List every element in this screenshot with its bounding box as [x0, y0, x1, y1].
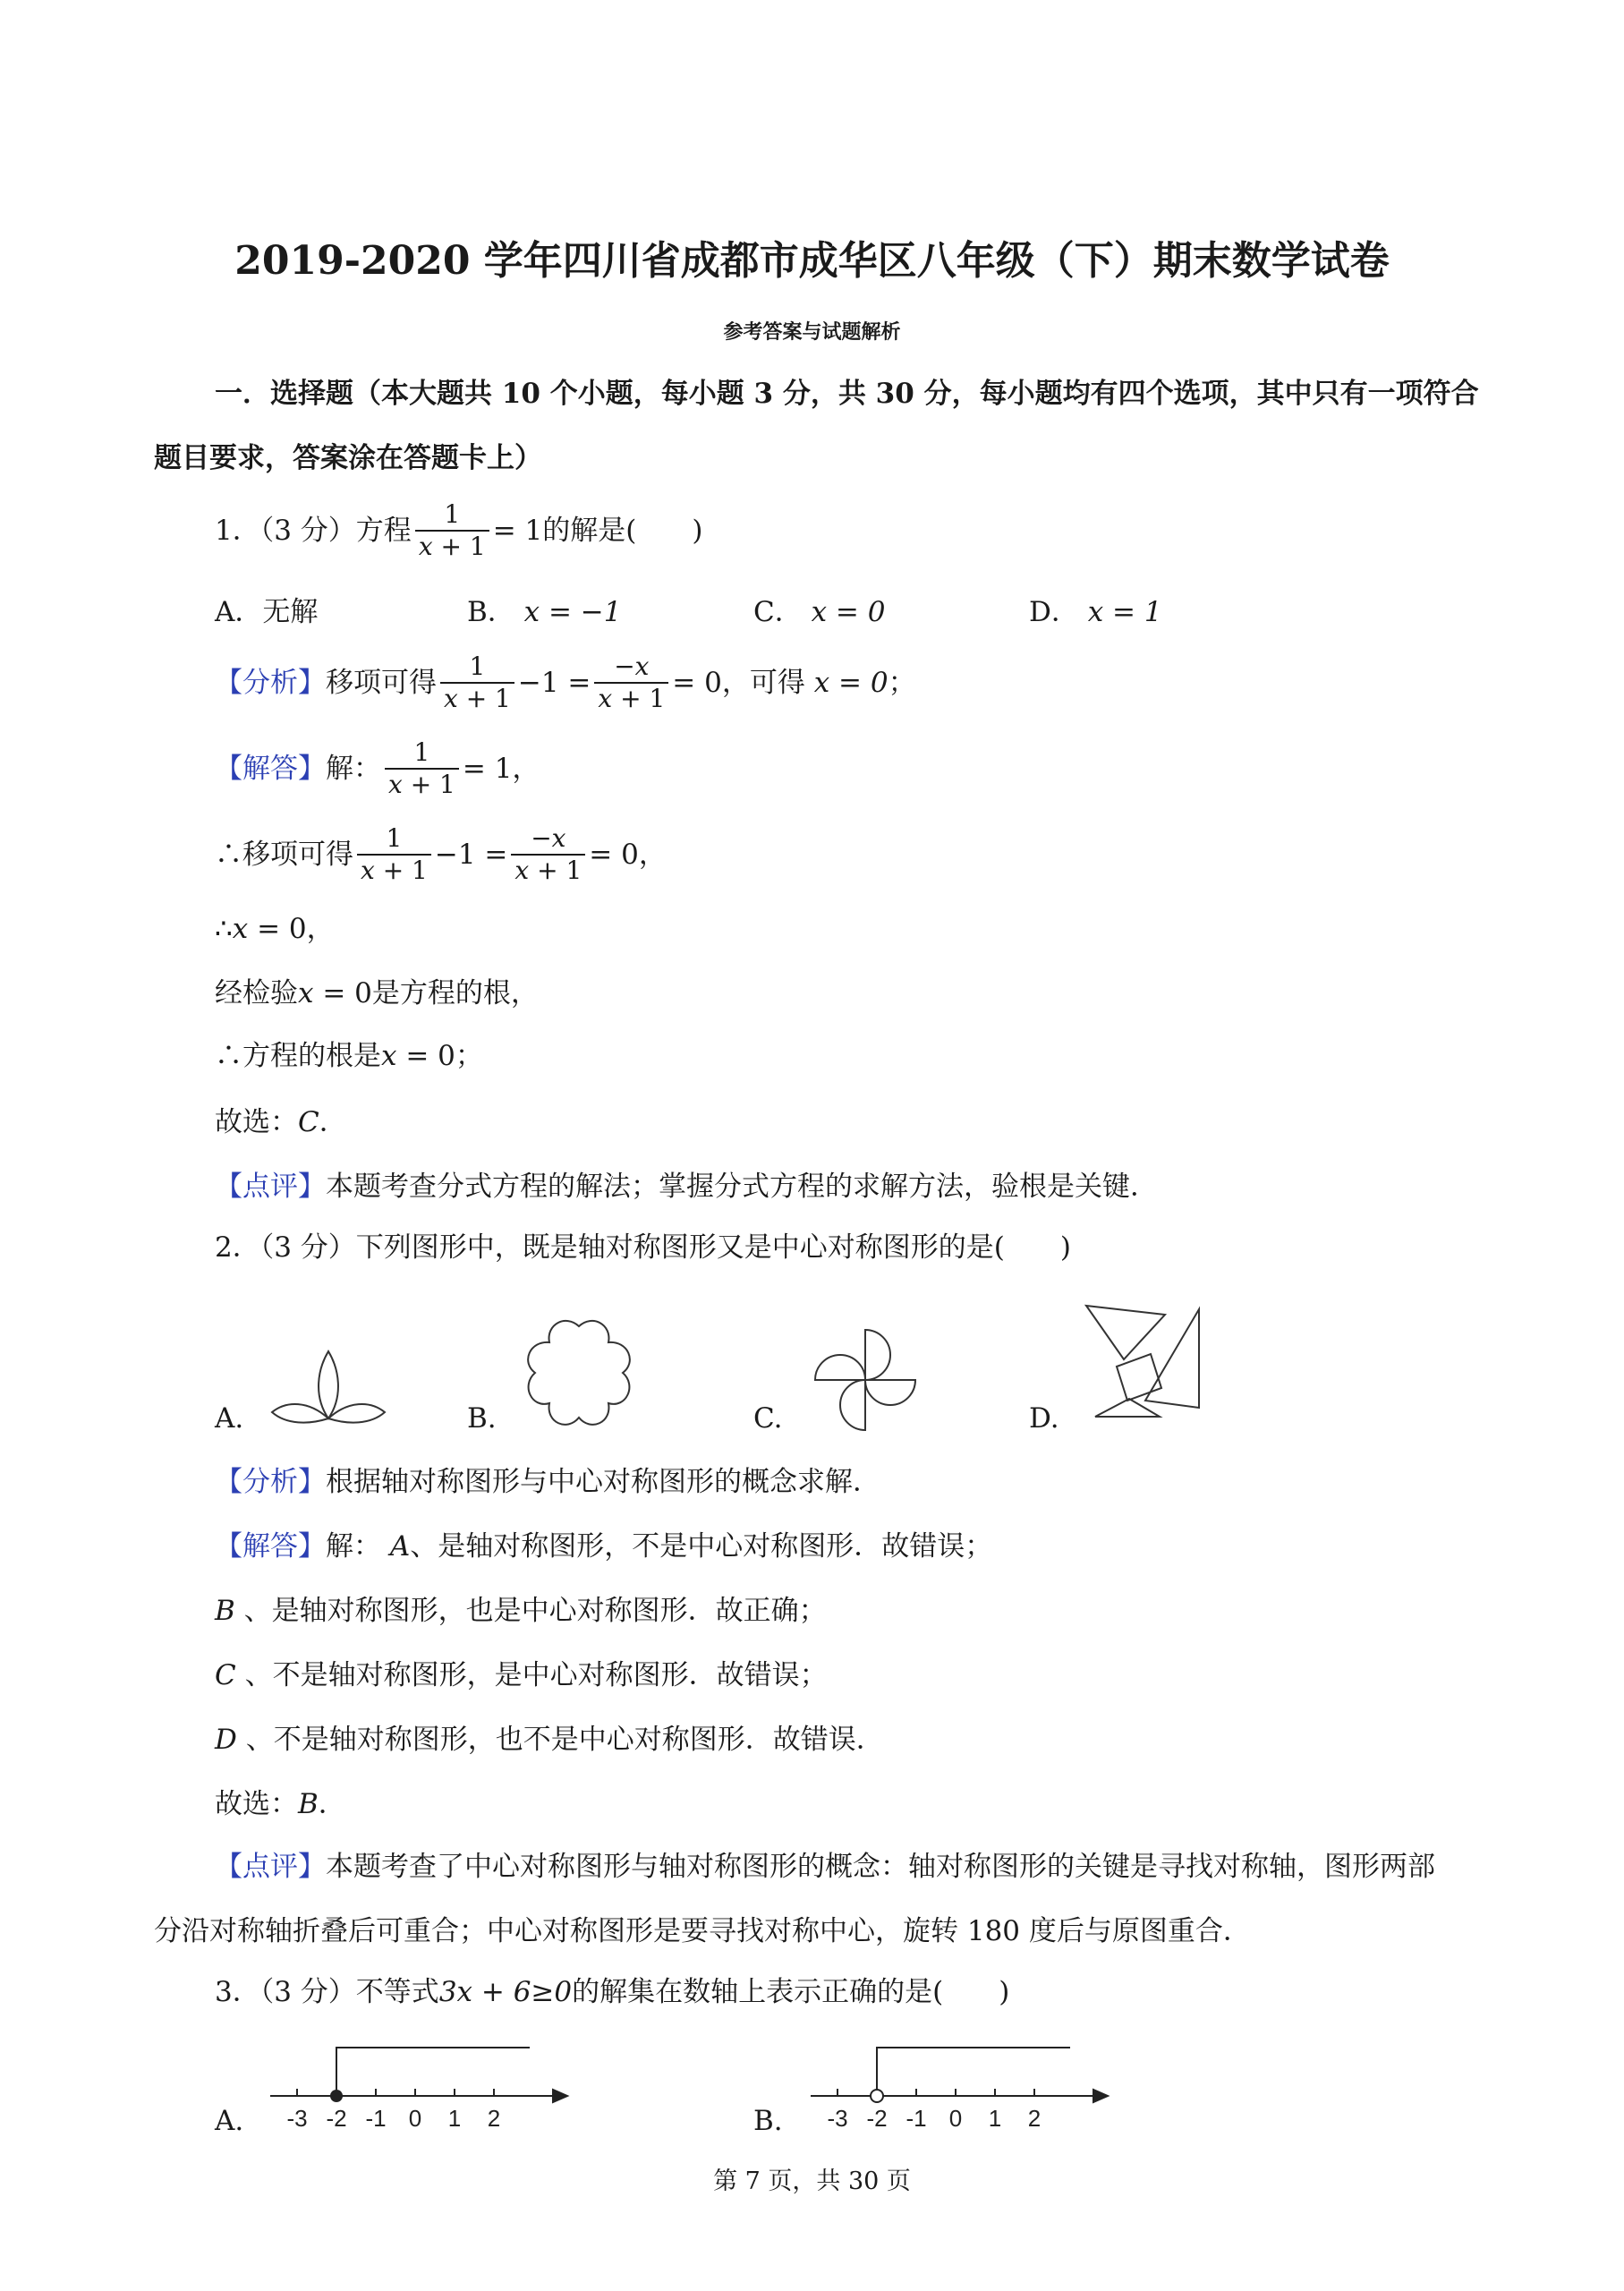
q3-stem: 3．（3 分）不等式3x + 6≥0的解集在数轴上表示正确的是( ) [215, 1976, 1010, 2008]
page-footer: 第 7 页，共 30 页 [713, 2168, 911, 2195]
q3-b-tick-label: -3 [827, 2105, 848, 2132]
q1-step1: ∴移项可得 $\frac{1}{x + 1}$ −1 = $\frac{-x}{x + 1}$ = 0， [215, 823, 667, 885]
q1-check: 经检验x = 0是方程的根， [215, 977, 539, 1009]
q3-number-line-a [265, 2042, 578, 2141]
q2-answer-c: C 、不是轴对称图形，是中心对称图形．故错误； [215, 1659, 828, 1691]
comment-tag: 【点评】 [215, 1851, 326, 1883]
q3-a-tick-label: -3 [286, 2105, 308, 2132]
page-subtitle: 参考答案与试题解析 [723, 320, 901, 344]
analysis-tag: 【分析】 [215, 667, 326, 699]
q3-b-tick-label: -2 [866, 2105, 888, 2132]
q1-root: ∴方程的根是x = 0； [215, 1040, 483, 1072]
q2-label-c: C. [753, 1402, 783, 1435]
q2-stem: 2．（3 分）下列图形中，既是轴对称图形又是中心对称图形的是( ) [215, 1231, 1071, 1264]
q2-figure-c-pinwheel [805, 1324, 926, 1436]
q2-analysis: 【分析】根据轴对称图形与中心对称图形的概念求解． [215, 1466, 880, 1498]
q3-a-tick-label: -1 [365, 2105, 387, 2132]
q3-b-tick-label: 1 [988, 2105, 1002, 2132]
q3-a-tick-label: 1 [447, 2105, 462, 2132]
q2-figure-a-petals [268, 1342, 389, 1432]
q3-label-a: A. [215, 2105, 244, 2137]
q2-label-d: D. [1029, 1402, 1059, 1435]
q1-analysis: 【分析】 移项可得 $\frac{1}{x + 1}$ −1 = $\frac{-x}{x + 1}$ = 0 ，可得 x = 0 ； [215, 652, 916, 713]
q1-option-d: D． x = 1 [1029, 596, 1162, 628]
q3-b-tick-label: 0 [948, 2105, 963, 2132]
q1-option-b: B． x = −1 [467, 596, 622, 628]
q1-suffix: 的解是( ) [542, 515, 703, 547]
q2-figure-d-tangram [1083, 1302, 1203, 1423]
q2-answer-d: D 、不是轴对称图形，也不是中心对称图形．故错误． [215, 1724, 884, 1756]
q2-comment-line1: 【点评】本题考查了中心对称图形与轴对称图形的概念：轴对称图形的关键是寻找对称轴，图形两部 [215, 1851, 1435, 1883]
q1-fraction: $\frac{1}{x + 1}$ [415, 499, 489, 562]
q1-option-c: C． x = 0 [753, 596, 886, 628]
q1-prefix: 1．（3 分）方程 [215, 515, 412, 547]
q3-number-line-b [805, 2042, 1118, 2141]
answer-tag: 【解答】 [215, 753, 326, 785]
q3-b-tick-label: 2 [1027, 2105, 1042, 2132]
q1-comment: 【点评】本题考查分式方程的解法；掌握分式方程的求解方法，验根是关键． [215, 1171, 1158, 1203]
page-title: 2019-2020 学年四川省成都市成华区八年级（下）期末数学试卷 [234, 238, 1390, 284]
q2-label-a: A. [215, 1402, 244, 1435]
q1-choice: 故选：C． [215, 1106, 347, 1138]
answer-tag: 【解答】 [215, 1530, 326, 1563]
q1-step2: ∴x = 0， [215, 913, 335, 945]
q1-answer: 【解答】 解： $\frac{1}{x + 1}$ = 1， [215, 737, 540, 799]
q2-answer-b: B 、是轴对称图形，也是中心对称图形．故正确； [215, 1595, 827, 1627]
comment-tag: 【点评】 [215, 1171, 326, 1203]
q2-figure-b-flower [519, 1316, 640, 1432]
q2-label-b: B. [467, 1402, 497, 1435]
q1-stem: 1．（3 分）方程 $\frac{1}{x + 1}$ = 1 的解是( ) [215, 499, 703, 561]
q3-a-tick-label: 2 [487, 2105, 501, 2132]
q2-comment-line2: 分沿对称轴折叠后可重合；中心对称图形是要寻找对称中心，旋转 180 度后与原图重合． [154, 1915, 1251, 1947]
section-heading-line2: 题目要求，答案涂在答题卡上） [154, 442, 542, 474]
q3-a-tick-label: 0 [408, 2105, 422, 2132]
analysis-tag: 【分析】 [215, 1466, 326, 1498]
q3-a-tick-label: -2 [326, 2105, 347, 2132]
section-heading-line1: 一．选择题（本大题共 10 个小题，每小题 3 分，共 30 分，每小题均有四个选项，其中只有一项符合 [215, 378, 1479, 410]
q1-option-a: A．无解 [215, 596, 319, 628]
q3-b-tick-label: -1 [906, 2105, 927, 2132]
q2-answer-a: 【解答】解： A、是轴对称图形，不是中心对称图形．故错误； [215, 1530, 993, 1563]
q2-choice: 故选：B． [215, 1788, 346, 1820]
q3-label-b: B. [753, 2105, 783, 2137]
